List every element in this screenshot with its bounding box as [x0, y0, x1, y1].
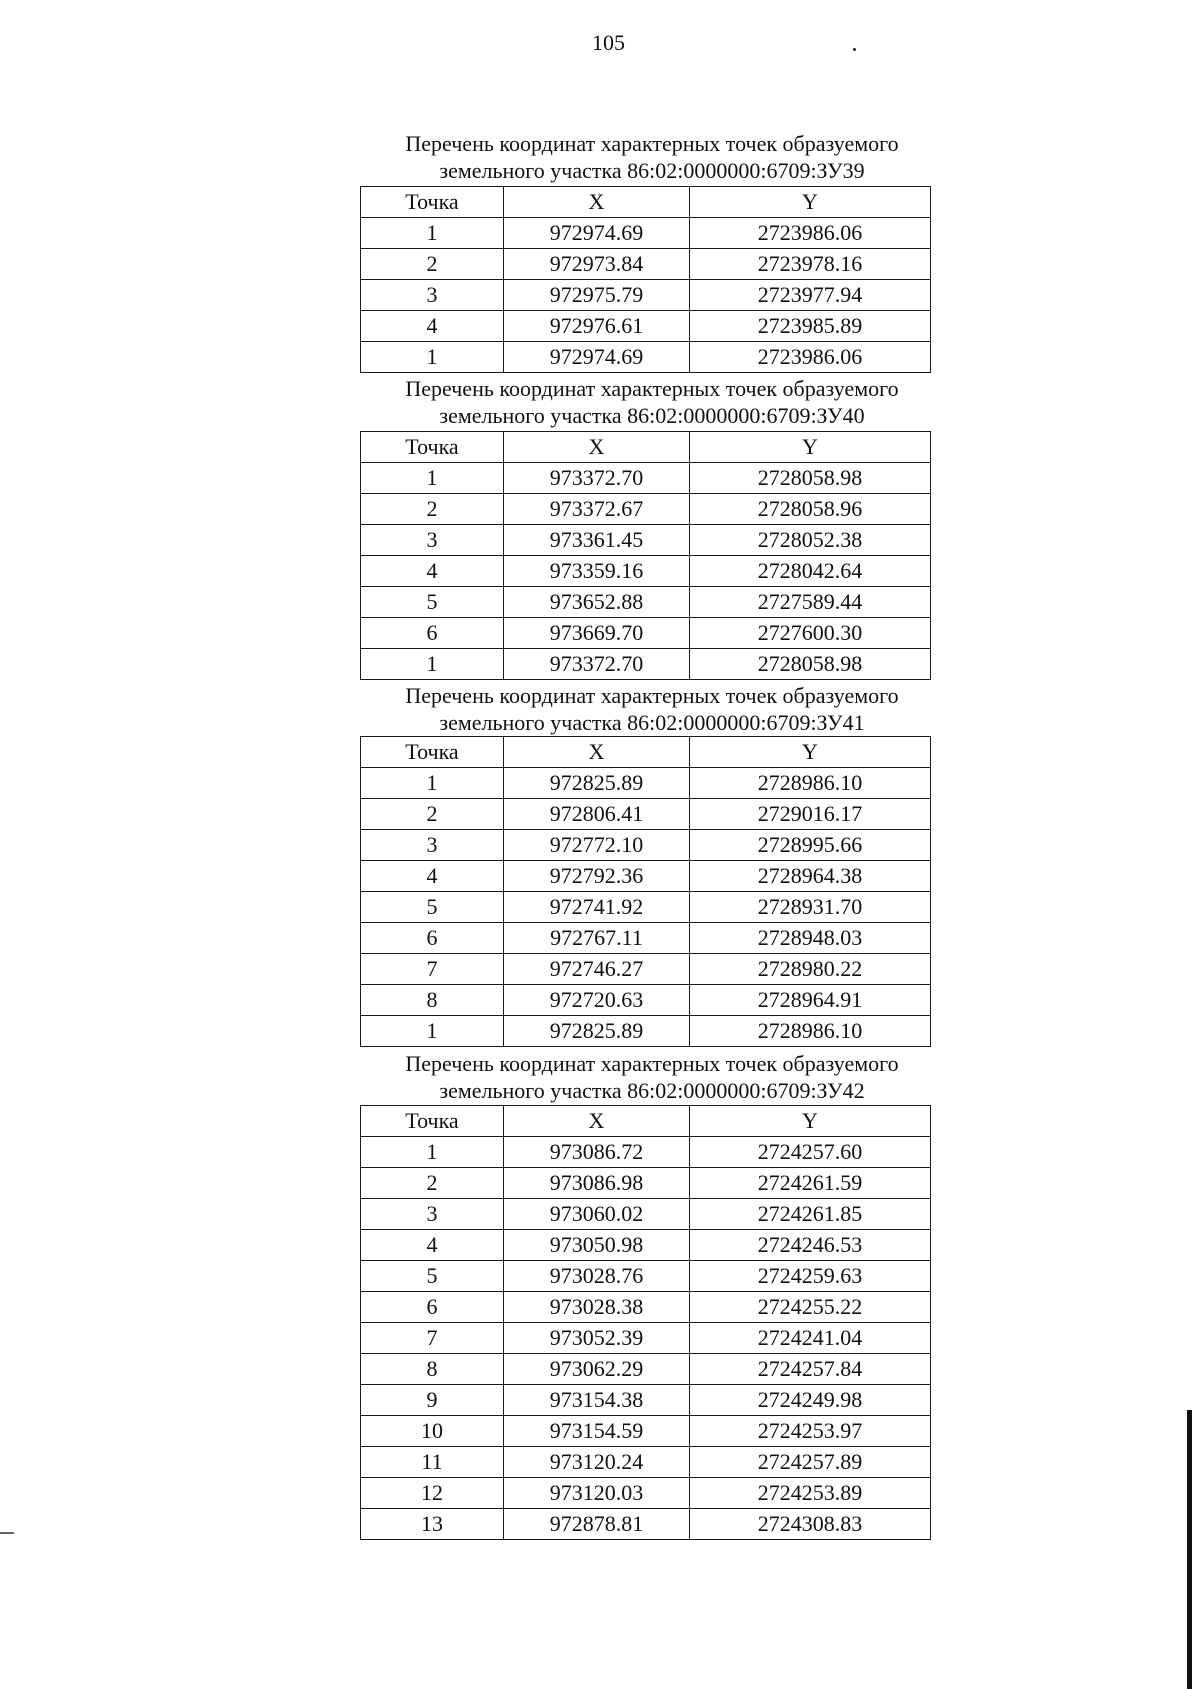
cell-point: 2	[361, 249, 504, 280]
cell-point: 7	[361, 1323, 504, 1354]
section-title-line1: Перечень координат характерных точек образуемого	[405, 131, 899, 156]
table-header-row	[361, 187, 931, 218]
cell-x: 973052.39	[504, 1323, 690, 1354]
cell-y: 2728948.03	[690, 923, 931, 954]
table-row	[361, 799, 931, 830]
cell-y: 2724249.98	[690, 1385, 931, 1416]
cell-point: 9	[361, 1385, 504, 1416]
table-row	[361, 218, 931, 249]
section-title-line1: Перечень координат характерных точек образуемого	[405, 683, 899, 708]
cell-point: 4	[361, 556, 504, 587]
cell-point: 1	[361, 649, 504, 680]
cell-x: 973062.29	[504, 1354, 690, 1385]
cell-x: 972746.27	[504, 954, 690, 985]
table-row	[361, 985, 931, 1016]
cell-y: 2723986.06	[690, 218, 931, 249]
cell-point: 13	[361, 1509, 504, 1540]
cell-y: 2728058.98	[690, 463, 931, 494]
table-row	[361, 342, 931, 373]
section-title-line2: земельного участка 86:02:0000000:6709:ЗУ42	[439, 1078, 865, 1103]
column-header-y: Y	[690, 187, 931, 218]
section-title-line2: земельного участка 86:02:0000000:6709:ЗУ40	[439, 403, 865, 428]
scan-edge-bar	[1187, 1410, 1192, 1689]
cell-y: 2727589.44	[690, 587, 931, 618]
cell-point: 6	[361, 923, 504, 954]
cell-x: 972878.81	[504, 1509, 690, 1540]
table-row	[361, 1323, 931, 1354]
cell-x: 973120.24	[504, 1447, 690, 1478]
cell-y: 2728980.22	[690, 954, 931, 985]
page-number: 105	[592, 30, 625, 55]
table-row	[361, 1261, 931, 1292]
section-title	[332, 682, 972, 736]
cell-point: 2	[361, 799, 504, 830]
section-title	[332, 375, 972, 429]
cell-y: 2727600.30	[690, 618, 931, 649]
cell-point: 4	[361, 861, 504, 892]
cell-y: 2724246.53	[690, 1230, 931, 1261]
cell-x: 973060.02	[504, 1199, 690, 1230]
cell-point: 7	[361, 954, 504, 985]
table-row	[361, 525, 931, 556]
column-header-point: Точка	[361, 737, 504, 768]
cell-y: 2728931.70	[690, 892, 931, 923]
table-row	[361, 892, 931, 923]
coordinates-table	[360, 431, 931, 680]
table-row	[361, 1354, 931, 1385]
cell-point: 3	[361, 830, 504, 861]
column-header-point: Точка	[361, 187, 504, 218]
cell-y: 2728986.10	[690, 768, 931, 799]
cell-y: 2723977.94	[690, 280, 931, 311]
table-row	[361, 494, 931, 525]
table-row	[361, 1199, 931, 1230]
table-row	[361, 587, 931, 618]
cell-x: 973154.38	[504, 1385, 690, 1416]
table-row	[361, 954, 931, 985]
table-row	[361, 1478, 931, 1509]
cell-point: 2	[361, 1168, 504, 1199]
section-title	[332, 1050, 972, 1104]
cell-point: 4	[361, 311, 504, 342]
cell-y: 2728058.96	[690, 494, 931, 525]
cell-x: 972825.89	[504, 768, 690, 799]
table-header-row	[361, 737, 931, 768]
section-title-line2: земельного участка 86:02:0000000:6709:ЗУ39	[439, 158, 865, 183]
table-row	[361, 1292, 931, 1323]
cell-y: 2723985.89	[690, 311, 931, 342]
column-header-y: Y	[690, 737, 931, 768]
cell-x: 973154.59	[504, 1416, 690, 1447]
cell-y: 2724257.89	[690, 1447, 931, 1478]
section-title	[332, 130, 972, 184]
table-row	[361, 861, 931, 892]
table-row	[361, 830, 931, 861]
cell-y: 2723978.16	[690, 249, 931, 280]
cell-y: 2724261.85	[690, 1199, 931, 1230]
cell-point: 1	[361, 1016, 504, 1047]
cell-point: 5	[361, 1261, 504, 1292]
cell-point: 1	[361, 218, 504, 249]
section-title-line1: Перечень координат характерных точек образуемого	[405, 376, 899, 401]
cell-x: 972767.11	[504, 923, 690, 954]
cell-y: 2728058.98	[690, 649, 931, 680]
cell-y: 2724255.22	[690, 1292, 931, 1323]
table-row	[361, 249, 931, 280]
cell-x: 972976.61	[504, 311, 690, 342]
cell-x: 972720.63	[504, 985, 690, 1016]
cell-y: 2724253.89	[690, 1478, 931, 1509]
cell-x: 973372.67	[504, 494, 690, 525]
coordinates-table	[360, 736, 931, 1047]
section-title-line1: Перечень координат характерных точек образуемого	[405, 1051, 899, 1076]
column-header-x: X	[504, 737, 690, 768]
column-header-y: Y	[690, 1106, 931, 1137]
table-row	[361, 618, 931, 649]
cell-x: 973050.98	[504, 1230, 690, 1261]
table-row	[361, 1168, 931, 1199]
scan-dot	[853, 48, 856, 51]
cell-point: 12	[361, 1478, 504, 1509]
cell-x: 973372.70	[504, 649, 690, 680]
cell-point: 3	[361, 1199, 504, 1230]
table-row	[361, 556, 931, 587]
cell-x: 973361.45	[504, 525, 690, 556]
cell-point: 1	[361, 463, 504, 494]
cell-x: 973120.03	[504, 1478, 690, 1509]
section-title-line2: земельного участка 86:02:0000000:6709:ЗУ41	[439, 710, 865, 735]
coordinates-table	[360, 186, 931, 373]
cell-point: 3	[361, 280, 504, 311]
cell-point: 2	[361, 494, 504, 525]
cell-y: 2728986.10	[690, 1016, 931, 1047]
coordinates-table	[360, 1105, 931, 1540]
table-row	[361, 1416, 931, 1447]
cell-point: 5	[361, 892, 504, 923]
table-row	[361, 463, 931, 494]
cell-y: 2728995.66	[690, 830, 931, 861]
cell-x: 973652.88	[504, 587, 690, 618]
cell-x: 972825.89	[504, 1016, 690, 1047]
cell-point: 5	[361, 587, 504, 618]
table-header-row	[361, 1106, 931, 1137]
cell-point: 1	[361, 1137, 504, 1168]
cell-y: 2724261.59	[690, 1168, 931, 1199]
column-header-x: X	[504, 432, 690, 463]
table-row	[361, 1385, 931, 1416]
cell-y: 2728052.38	[690, 525, 931, 556]
cell-point: 8	[361, 985, 504, 1016]
cell-y: 2724241.04	[690, 1323, 931, 1354]
cell-y: 2724308.83	[690, 1509, 931, 1540]
column-header-point: Точка	[361, 432, 504, 463]
cell-x: 973359.16	[504, 556, 690, 587]
scan-edge-mark	[0, 1532, 14, 1534]
table-row	[361, 649, 931, 680]
cell-point: 10	[361, 1416, 504, 1447]
cell-x: 972974.69	[504, 342, 690, 373]
table-row	[361, 768, 931, 799]
column-header-y: Y	[690, 432, 931, 463]
cell-point: 1	[361, 342, 504, 373]
column-header-x: X	[504, 187, 690, 218]
cell-y: 2729016.17	[690, 799, 931, 830]
table-row	[361, 1016, 931, 1047]
cell-y: 2724253.97	[690, 1416, 931, 1447]
cell-x: 972772.10	[504, 830, 690, 861]
cell-x: 973086.72	[504, 1137, 690, 1168]
cell-x: 972974.69	[504, 218, 690, 249]
cell-y: 2728964.91	[690, 985, 931, 1016]
table-row	[361, 1509, 931, 1540]
cell-point: 6	[361, 1292, 504, 1323]
cell-x: 972792.36	[504, 861, 690, 892]
column-header-x: X	[504, 1106, 690, 1137]
table-header-row	[361, 432, 931, 463]
cell-point: 3	[361, 525, 504, 556]
cell-x: 973372.70	[504, 463, 690, 494]
table-row	[361, 1230, 931, 1261]
cell-y: 2728964.38	[690, 861, 931, 892]
table-row	[361, 1137, 931, 1168]
cell-x: 973086.98	[504, 1168, 690, 1199]
cell-x: 972741.92	[504, 892, 690, 923]
cell-y: 2728042.64	[690, 556, 931, 587]
table-row	[361, 1447, 931, 1478]
cell-x: 973028.38	[504, 1292, 690, 1323]
cell-x: 972973.84	[504, 249, 690, 280]
cell-point: 1	[361, 768, 504, 799]
cell-y: 2724257.60	[690, 1137, 931, 1168]
cell-y: 2723986.06	[690, 342, 931, 373]
cell-x: 972806.41	[504, 799, 690, 830]
cell-y: 2724259.63	[690, 1261, 931, 1292]
cell-point: 8	[361, 1354, 504, 1385]
table-row	[361, 311, 931, 342]
cell-x: 973028.76	[504, 1261, 690, 1292]
cell-y: 2724257.84	[690, 1354, 931, 1385]
cell-point: 11	[361, 1447, 504, 1478]
column-header-point: Точка	[361, 1106, 504, 1137]
cell-x: 973669.70	[504, 618, 690, 649]
table-row	[361, 923, 931, 954]
cell-point: 6	[361, 618, 504, 649]
cell-x: 972975.79	[504, 280, 690, 311]
table-row	[361, 280, 931, 311]
cell-point: 4	[361, 1230, 504, 1261]
